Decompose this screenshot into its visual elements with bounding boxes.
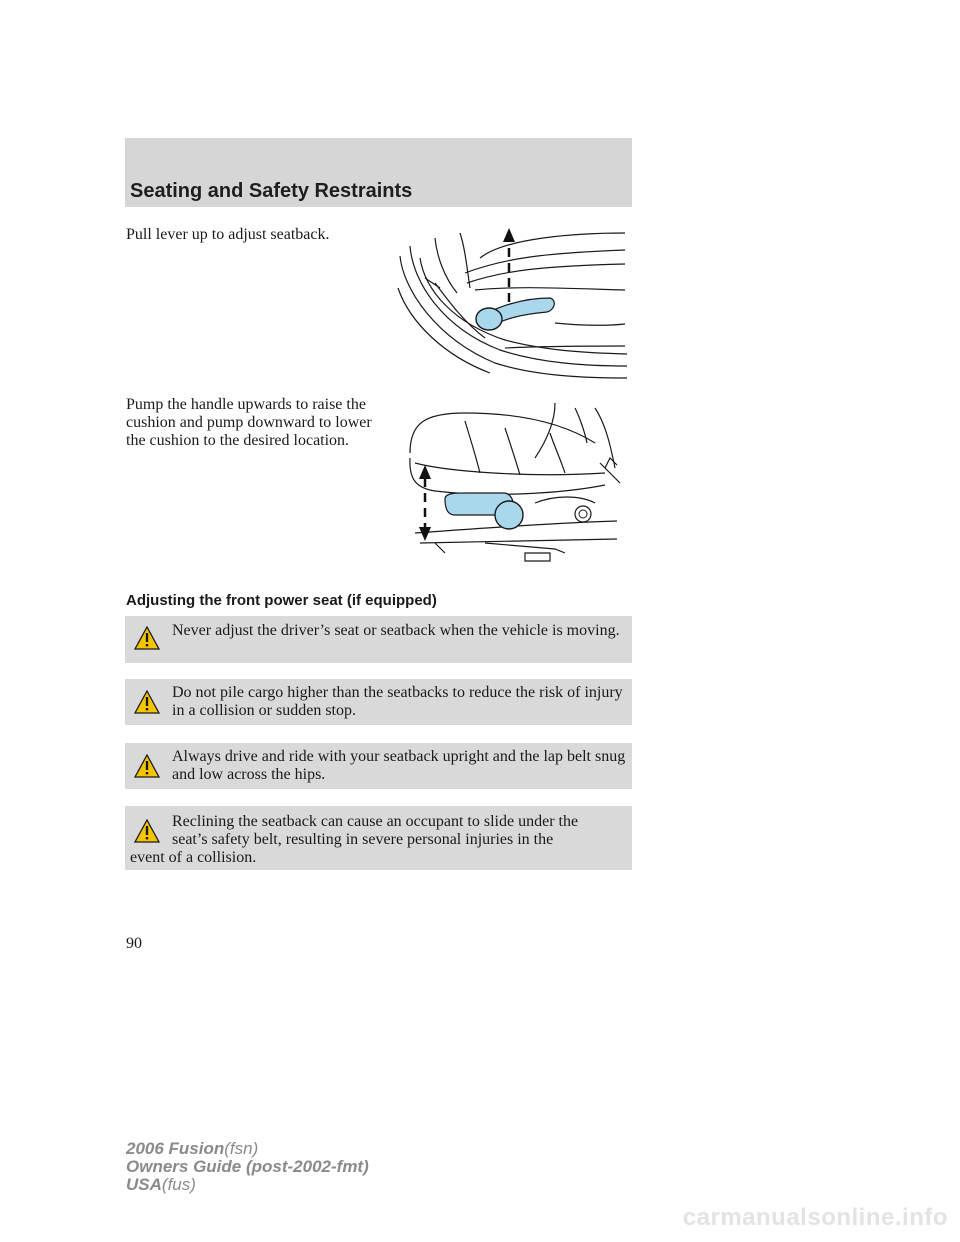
warning-text: Never adjust the driver’s seat or seatback when the vehicle is moving. xyxy=(172,622,620,639)
footer-guide: Owners Guide (post-2002-fmt) xyxy=(126,1157,369,1176)
footer-region-code: (fus) xyxy=(161,1175,196,1194)
power-seat-heading: Adjusting the front power seat (if equipped) xyxy=(126,592,437,609)
cushion-lever-illustration xyxy=(405,403,625,575)
footer-line xyxy=(126,1176,196,1194)
warning-triangle-icon xyxy=(134,819,160,843)
cushion-height-instruction: Pump the handle upwards to raise the cushion and pump downward to lower the cushion to the desired location. xyxy=(126,396,372,449)
section-title: Seating and Safety Restraints xyxy=(130,180,413,202)
warning-triangle-icon xyxy=(134,754,160,778)
warning-text: Always drive and ride with your seatback upright and the lap belt snug and low across the hips. xyxy=(172,748,626,783)
warning-text: seat’s safety belt, resulting in severe personal injuries in the xyxy=(172,831,554,848)
warning-triangle-icon xyxy=(134,690,160,714)
seatback-instruction: Pull lever up to adjust seatback. xyxy=(126,226,330,243)
warning-text: Do not pile cargo higher than the seatbacks to reduce the risk of injury in a collision or sudden stop. xyxy=(172,684,623,719)
warning-triangle-icon xyxy=(134,626,160,650)
warning-text: Reclining the seatback can cause an occupant to slide under the xyxy=(172,813,579,830)
page-number: 90 xyxy=(126,935,142,952)
footer-model: 2006 Fusion xyxy=(126,1139,225,1158)
footer-line xyxy=(126,1140,258,1158)
footer-region: USA xyxy=(126,1175,162,1194)
warning-text: event of a collision. xyxy=(130,849,257,866)
seatback-lever-illustration xyxy=(395,228,628,380)
watermark: carmanualsonline.info xyxy=(682,1204,948,1231)
footer-model-code: (fsn) xyxy=(224,1139,259,1158)
footer-line xyxy=(126,1158,369,1176)
